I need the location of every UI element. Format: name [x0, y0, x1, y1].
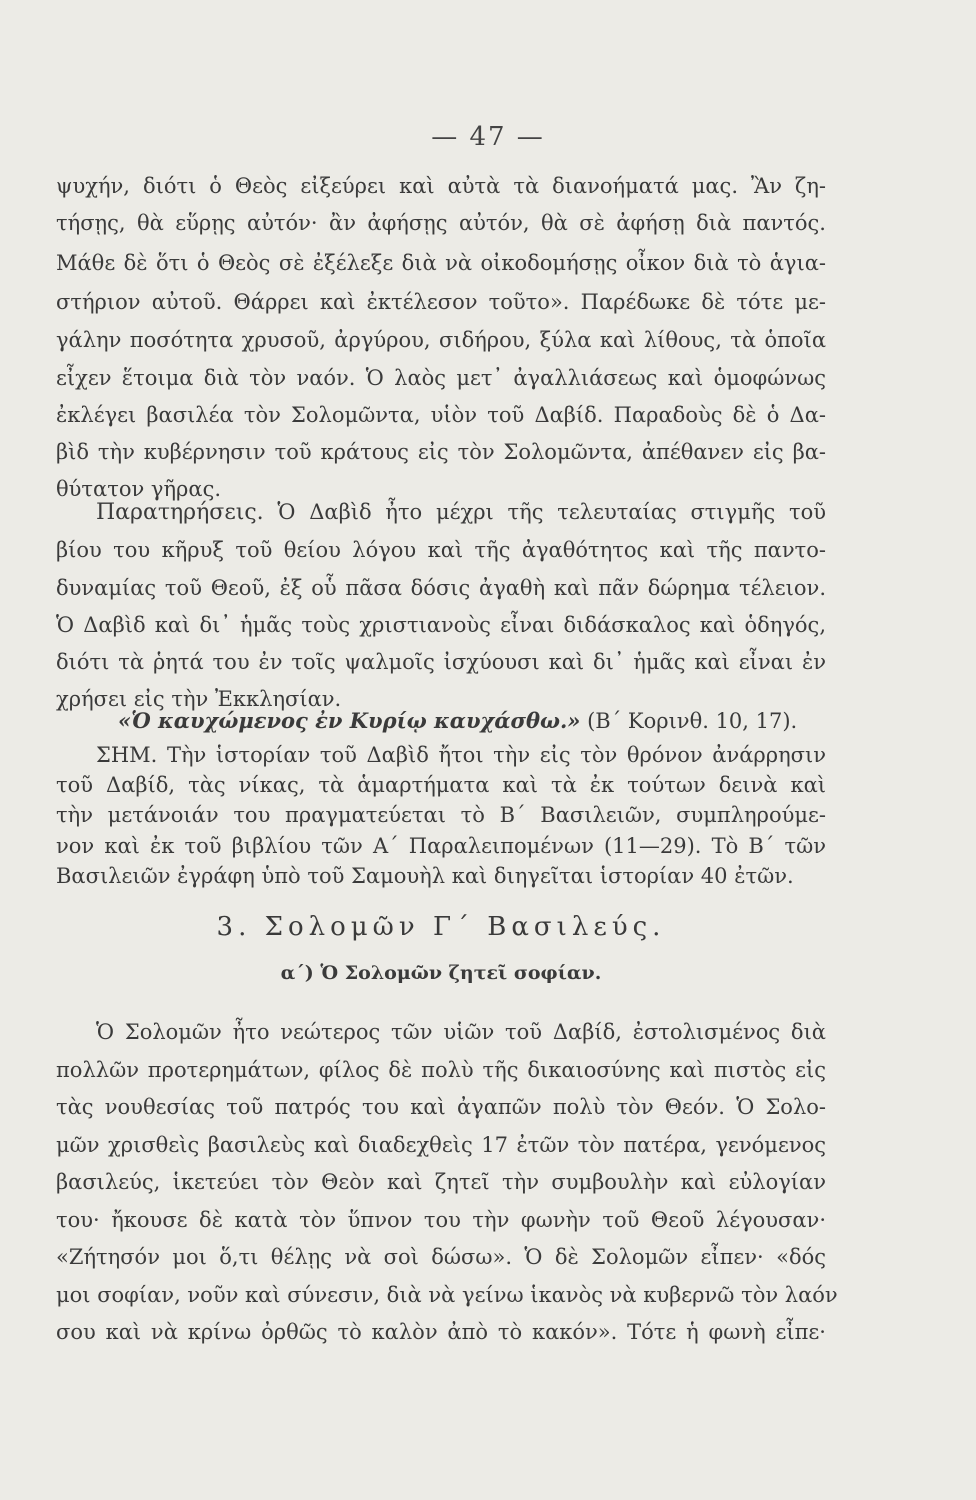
- text-line: τὴν μετάνοιάν του πραγματεύεται τὸ Β΄ Βασιλειῶν, συμπληρούμε-: [56, 803, 826, 827]
- text-line: διότι τὰ ῥητά του ἐν τοῖς ψαλμοῖς ἰσχύουσι καὶ δι᾽ ἡμᾶς καὶ εἶναι ἐν: [56, 650, 826, 674]
- remarks-label: Παρατηρήσεις.: [96, 500, 264, 525]
- section-heading: 3. Σολομῶν Γ΄ Βασιλεύς.: [216, 912, 666, 942]
- note-text: Τὴν ἱστορίαν τοῦ Δαβὶδ ἤτοι τὴν εἰς τὸν θρόνον ἀνάρρησιν: [157, 743, 826, 767]
- text-line: θύτατον γῆρας.: [56, 477, 222, 501]
- text-line: Ὁ Δαβὶδ καὶ δι᾽ ἡμᾶς τοὺς χριστιανοὺς εἶναι διδάσκαλος καὶ ὁδηγός,: [56, 613, 826, 637]
- text-line: γάλην ποσότητα χρυσοῦ, ἀργύρου, σιδήρου, ξύλα καὶ λίθους, τὰ ὁποῖα: [56, 328, 826, 352]
- text-line: βασιλεύς, ἱκετεύει τὸν Θεὸν καὶ ζητεῖ τὴν συμβουλὴν καὶ εὐλογίαν: [56, 1170, 826, 1194]
- page-number: — 47 —: [431, 122, 545, 152]
- note-label: ΣΗΜ.: [96, 743, 158, 767]
- text-line: χρήσει εἰς τὴν Ἐκκλησίαν.: [56, 687, 342, 711]
- text-line: σου καὶ νὰ κρίνω ὀρθῶς τὸ καλὸν ἀπὸ τὸ κακόν». Τότε ἡ φωνὴ εἶπε·: [56, 1320, 826, 1344]
- text-line: τοῦ Δαβίδ, τὰς νίκας, τὰ ἁμαρτήματα καὶ τὰ ἐκ τούτων δεινὰ καὶ: [56, 773, 826, 797]
- remarks-text: Ὁ Δαβὶδ ἦτο μέχρι τῆς τελευταίας στιγμῆς τοῦ: [263, 500, 826, 524]
- text-line: τήσῃς, θὰ εὕρῃς αὐτόν· ἂν ἀφήσῃς αὐτόν, θὰ σὲ ἀφήσῃ διὰ παντός.: [56, 211, 826, 235]
- text-line: του· ἤκουσε δὲ κατὰ τὸν ὕπνον του τὴν φωνὴν τοῦ Θεοῦ λέγουσαν·: [56, 1208, 826, 1232]
- text-line: νον καὶ ἐκ τοῦ βιβλίου τῶν Α΄ Παραλειπομένων (11—29). Τὸ Β΄ τῶν: [56, 834, 826, 858]
- text-line: μοι σοφίαν, νοῦν καὶ σύνεσιν, διὰ νὰ γείνω ἱκανὸς νὰ κυβερνῶ τὸν λαόν: [56, 1283, 838, 1307]
- text-line: βίου του κῆρυξ τοῦ θείου λόγου καὶ τῆς ἀγαθότητος καὶ τῆς παντο-: [56, 538, 826, 562]
- text-line: ψυχήν, διότι ὁ Θεὸς εἰξεύρει καὶ αὐτὰ τὰ διανοήματά μας. Ἂν ζη-: [56, 174, 826, 198]
- text-line: «Ζήτησόν μοι ὅ,τι θέλῃς νὰ σοὶ δώσω». Ὁ δὲ Σολομῶν εἶπεν· «δός: [56, 1245, 826, 1269]
- text-line: βὶδ τὴν κυβέρνησιν τοῦ κράτους εἰς τὸν Σολομῶντα, ἀπέθανεν εἰς βα-: [56, 440, 826, 464]
- subheading: α΄) Ὁ Σολομῶν ζητεῖ σοφίαν.: [280, 962, 602, 984]
- text-line: δυναμίας τοῦ Θεοῦ, ἐξ οὗ πᾶσα δόσις ἀγαθὴ καὶ πᾶν δώρημα τέλειον.: [56, 576, 826, 600]
- text-line: τὰς νουθεσίας τοῦ πατρός του καὶ ἀγαπῶν πολὺ τὸν Θεόν. Ὁ Σολο-: [56, 1095, 826, 1119]
- text-line: Μάθε δὲ ὅτι ὁ Θεὸς σὲ ἐξέλεξε διὰ νὰ οἰκοδομήσῃς οἶκον διὰ τὸ ἁγια-: [56, 251, 826, 275]
- text-line: μῶν χρισθεὶς βασιλεὺς καὶ διαδεχθεὶς 17 ἐτῶν τὸν πατέρα, γενόμενος: [56, 1133, 826, 1157]
- text-line: εἶχεν ἕτοιμα διὰ τὸν ναόν. Ὁ λαὸς μετ᾽ ἀγαλλιάσεως καὶ ὁμοφώνως: [56, 366, 826, 390]
- text-line: πολλῶν προτερημάτων, φίλος δὲ πολὺ τῆς δικαιοσύνης καὶ πιστὸς εἰς: [56, 1058, 826, 1082]
- text-line: στήριον αὐτοῦ. Θάρρει καὶ ἐκτέλεσον τοῦτο». Παρέδωκε δὲ τότε με-: [56, 290, 826, 314]
- text-line: ἐκλέγει βασιλέα τὸν Σολομῶντα, υἱὸν τοῦ Δαβίδ. Παραδοὺς δὲ ὁ Δα-: [56, 403, 826, 427]
- text-line: Βασιλειῶν ἐγράφη ὑπὸ τοῦ Σαμουὴλ καὶ διηγεῖται ἱστορίαν 40 ἐτῶν.: [56, 864, 794, 888]
- text-line: Ὁ Σολομῶν ἦτο νεώτερος τῶν υἱῶν τοῦ Δαβίδ, ἐστολισμένος διὰ: [96, 1020, 826, 1044]
- quote-reference: (Β΄ Κορινθ. 10, 17).: [580, 709, 798, 733]
- quote-text: «Ὁ καυχώμενος ἐν Κυρίῳ καυχάσθω.»: [118, 708, 581, 733]
- remarks-first-line: [56, 492, 826, 532]
